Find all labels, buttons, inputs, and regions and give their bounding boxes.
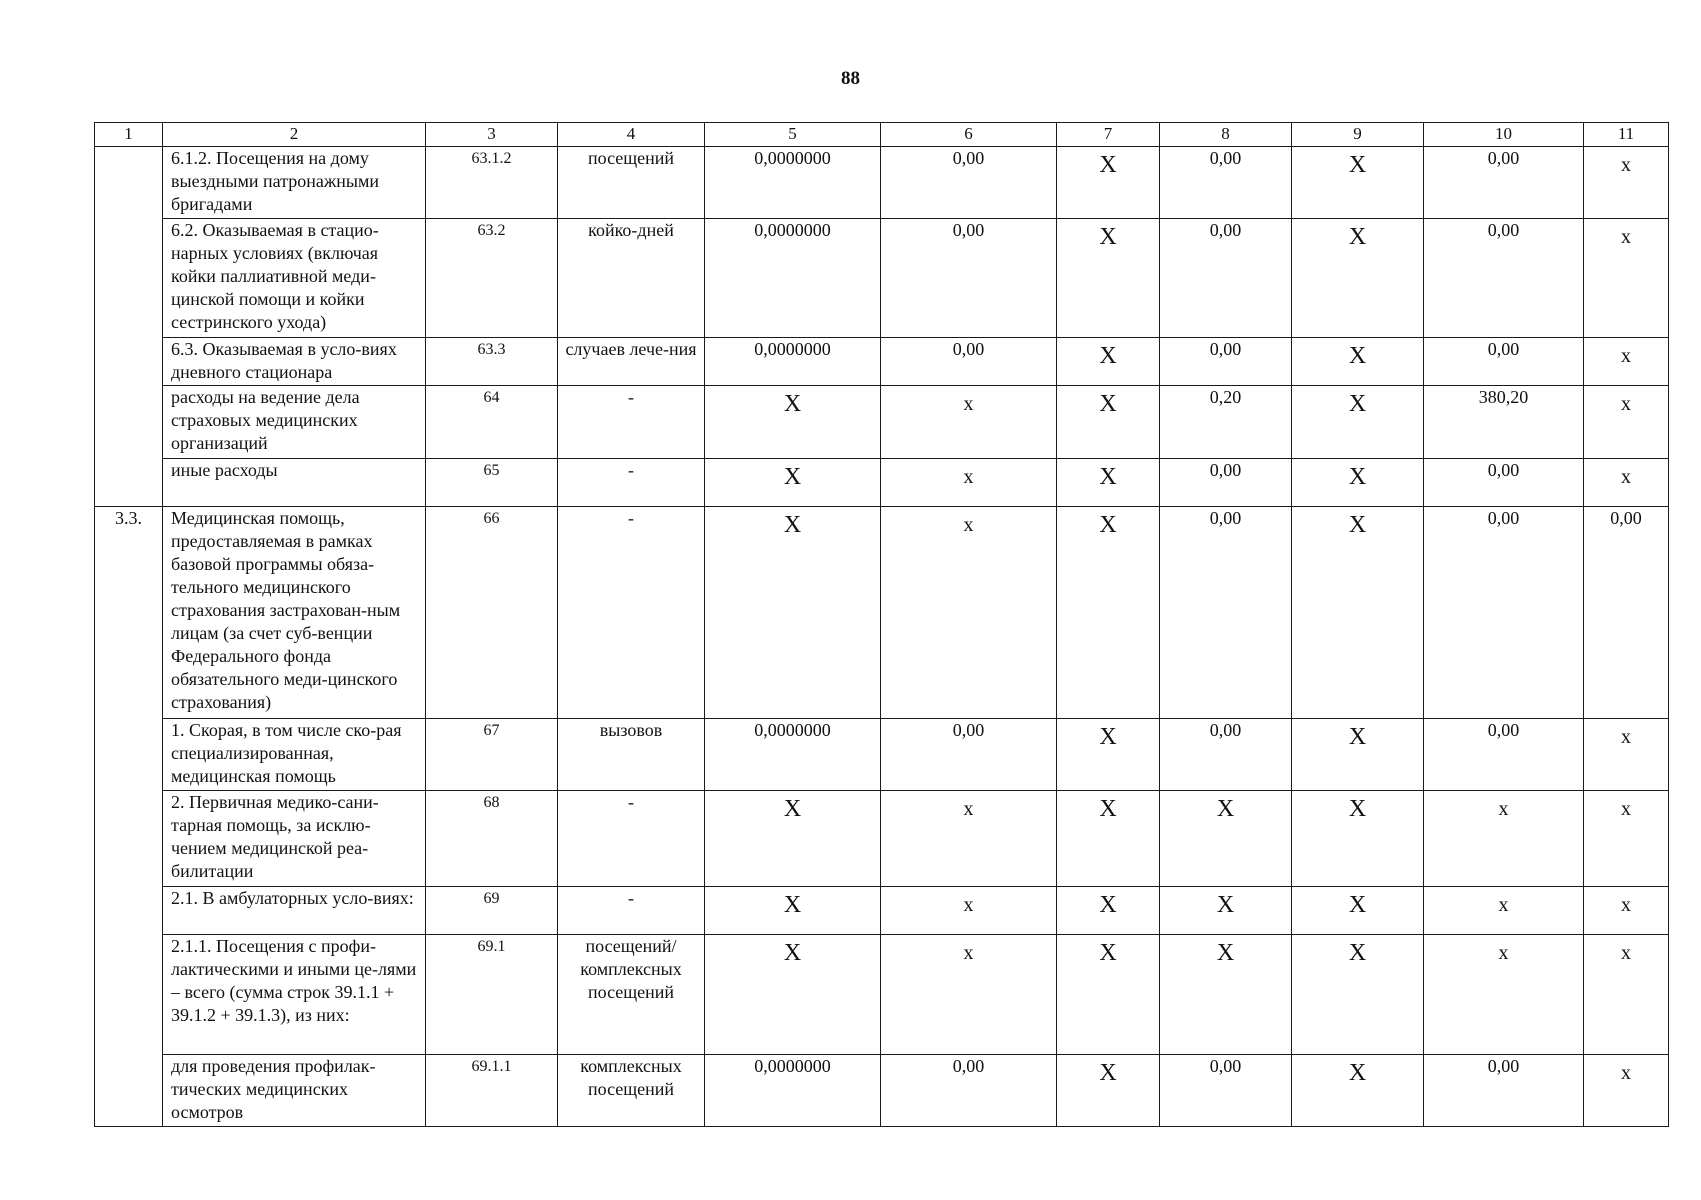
cell-text: 6.2. Оказываемая в стацио-нарных условиях (включая койки паллиативной меди-цинской помощи и койки сестринского ухода) bbox=[171, 220, 379, 332]
cell-text: 0,00 bbox=[1487, 460, 1520, 480]
cell-text: X bbox=[1099, 224, 1117, 250]
cell-text: 63.2 bbox=[477, 222, 506, 239]
cell-text: x bbox=[1498, 894, 1509, 916]
col9-cell bbox=[1292, 719, 1424, 791]
col11-cell bbox=[1584, 935, 1669, 1055]
table-row bbox=[95, 147, 1669, 219]
col11-cell bbox=[1584, 1055, 1669, 1127]
table-row bbox=[95, 219, 1669, 338]
col5-cell bbox=[705, 719, 881, 791]
col6-cell bbox=[881, 219, 1057, 338]
cell-text: X bbox=[1348, 391, 1367, 417]
cell-text: X bbox=[1348, 512, 1367, 538]
cell-text: 66 bbox=[483, 510, 500, 527]
col9-cell bbox=[1292, 386, 1424, 459]
cell-text: вызовов bbox=[599, 720, 663, 740]
cell-text: иные расходы bbox=[171, 460, 278, 480]
col6-cell bbox=[881, 1055, 1057, 1127]
cell-text: X bbox=[1099, 512, 1117, 538]
header-cell: 3 bbox=[426, 123, 558, 147]
cell-text: X bbox=[783, 892, 802, 918]
col11-cell bbox=[1584, 791, 1669, 887]
table-row bbox=[95, 935, 1669, 1055]
col6-cell bbox=[881, 719, 1057, 791]
col5-cell bbox=[705, 338, 881, 386]
cell-text: - bbox=[628, 508, 634, 528]
cell-text: x bbox=[963, 514, 974, 536]
unit-cell bbox=[558, 791, 705, 887]
unit-cell bbox=[558, 386, 705, 459]
cell-text: X bbox=[783, 796, 802, 822]
cell-text: X bbox=[1099, 724, 1117, 750]
cell-text: X bbox=[1099, 391, 1117, 417]
table-row bbox=[95, 386, 1669, 459]
row-name-cell bbox=[163, 219, 426, 338]
header-cell: 11 bbox=[1584, 123, 1669, 147]
row-code-cell bbox=[426, 507, 558, 719]
cell-text: 6.1.2. Посещения на дому выездными патронажными бригадами bbox=[171, 148, 380, 214]
unit-cell bbox=[558, 219, 705, 338]
page-number: 88 bbox=[841, 68, 860, 89]
cell-text: X bbox=[1099, 152, 1117, 178]
header-cell: 1 bbox=[95, 123, 163, 147]
cell-text: x bbox=[1498, 942, 1509, 964]
cell-text: X bbox=[1348, 1060, 1367, 1086]
col5-cell bbox=[705, 1055, 881, 1127]
cell-text: 63.1.2 bbox=[471, 150, 512, 167]
cell-text: 0,0000000 bbox=[754, 148, 831, 168]
cell-text: x bbox=[963, 466, 974, 488]
col6-cell bbox=[881, 147, 1057, 219]
cell-text: 0,00 bbox=[1209, 339, 1242, 359]
cell-text: - bbox=[628, 792, 634, 812]
cell-text: 69 bbox=[483, 890, 500, 907]
cell-text: 68 bbox=[483, 794, 500, 811]
table-row bbox=[95, 507, 1669, 719]
row-code-cell bbox=[426, 935, 558, 1055]
cell-text: 0,00 bbox=[952, 148, 985, 168]
col6-cell bbox=[881, 507, 1057, 719]
row-name-cell bbox=[163, 887, 426, 935]
row-code-cell bbox=[426, 719, 558, 791]
header-cell: 10 bbox=[1424, 123, 1584, 147]
col10-cell bbox=[1424, 507, 1584, 719]
col5-cell bbox=[705, 935, 881, 1055]
cell-text: X bbox=[1099, 940, 1117, 966]
row-name-cell bbox=[163, 935, 426, 1055]
cell-text: x bbox=[1621, 726, 1631, 748]
cell-text: x bbox=[963, 798, 974, 820]
cell-text: x bbox=[1621, 345, 1631, 367]
cell-text: 0,00 bbox=[1487, 220, 1520, 240]
col5-cell bbox=[705, 386, 881, 459]
cell-text: 0,0000000 bbox=[754, 339, 831, 359]
unit-cell bbox=[558, 935, 705, 1055]
header-cell: 2 bbox=[163, 123, 426, 147]
table-row bbox=[95, 887, 1669, 935]
row-code-cell bbox=[426, 791, 558, 887]
col10-cell bbox=[1424, 887, 1584, 935]
cell-text: 0,00 bbox=[1487, 339, 1520, 359]
table-row bbox=[95, 459, 1669, 507]
cell-text: комплексных посещений bbox=[580, 1056, 682, 1099]
col7-cell bbox=[1057, 887, 1160, 935]
row-code-cell bbox=[426, 887, 558, 935]
cell-text: 3.3. bbox=[115, 508, 142, 528]
col9-cell bbox=[1292, 147, 1424, 219]
cell-text: x bbox=[1621, 942, 1631, 964]
col10-cell bbox=[1424, 719, 1584, 791]
cell-text: X bbox=[1216, 940, 1235, 966]
row-name-cell bbox=[163, 507, 426, 719]
col7-cell bbox=[1057, 459, 1160, 507]
row-name-cell bbox=[163, 791, 426, 887]
cell-text: 0,00 bbox=[1209, 220, 1242, 240]
section-cell bbox=[95, 507, 163, 1127]
cell-text: койко-дней bbox=[588, 220, 674, 240]
col8-cell bbox=[1160, 791, 1292, 887]
col11-cell bbox=[1584, 386, 1669, 459]
section-cell bbox=[95, 147, 163, 507]
table-row bbox=[95, 338, 1669, 386]
col9-cell bbox=[1292, 935, 1424, 1055]
cell-text: X bbox=[1348, 892, 1367, 918]
cell-text: X bbox=[1216, 796, 1235, 822]
cell-text: 0,00 bbox=[1487, 508, 1520, 528]
unit-cell bbox=[558, 459, 705, 507]
col8-cell bbox=[1160, 887, 1292, 935]
cell-text: X bbox=[783, 391, 802, 417]
col6-cell bbox=[881, 386, 1057, 459]
cell-text: X bbox=[1099, 1060, 1117, 1086]
cell-text: x bbox=[1621, 226, 1631, 248]
col7-cell bbox=[1057, 219, 1160, 338]
cell-text: 6.3. Оказываемая в усло-виях дневного стационара bbox=[171, 339, 397, 382]
cell-text: 63.3 bbox=[477, 341, 506, 358]
cell-text: Медицинская помощь, предоставляемая в рамках базовой программы обяза-тельного медицинского страхования застрахован-ным лицам (за счет суб-венции Федерального фонда обязательного меди-цинского страхования) bbox=[171, 508, 401, 712]
cell-text: x bbox=[1621, 466, 1631, 488]
header-cell: 4 bbox=[558, 123, 705, 147]
row-name-cell bbox=[163, 386, 426, 459]
header-cell: 8 bbox=[1160, 123, 1292, 147]
cell-text: X bbox=[1099, 892, 1117, 918]
cell-text: X bbox=[1348, 724, 1367, 750]
row-name-cell bbox=[163, 147, 426, 219]
cell-text: x bbox=[1621, 1062, 1631, 1084]
cell-text: 0,00 bbox=[1209, 720, 1242, 740]
cell-text: 0,0000000 bbox=[754, 220, 831, 240]
col11-cell bbox=[1584, 338, 1669, 386]
cell-text: X bbox=[1099, 464, 1117, 490]
cell-text: 67 bbox=[483, 722, 500, 739]
col7-cell bbox=[1057, 147, 1160, 219]
cell-text: x bbox=[963, 894, 974, 916]
cell-text: X bbox=[1348, 224, 1367, 250]
cell-text: x bbox=[1621, 894, 1631, 916]
col9-cell bbox=[1292, 338, 1424, 386]
row-code-cell bbox=[426, 338, 558, 386]
col8-cell bbox=[1160, 147, 1292, 219]
col10-cell bbox=[1424, 338, 1584, 386]
row-name-cell bbox=[163, 719, 426, 791]
unit-cell bbox=[558, 1055, 705, 1127]
unit-cell bbox=[558, 507, 705, 719]
col8-cell bbox=[1160, 386, 1292, 459]
cell-text: x bbox=[1621, 798, 1631, 820]
row-name-cell bbox=[163, 459, 426, 507]
row-code-cell bbox=[426, 1055, 558, 1127]
cell-text: 0,00 bbox=[1487, 148, 1520, 168]
header-cell: 7 bbox=[1057, 123, 1160, 147]
row-code-cell bbox=[426, 219, 558, 338]
cell-text: расходы на ведение дела страховых медицинских организаций bbox=[171, 387, 360, 453]
cell-text: 0,20 bbox=[1209, 387, 1242, 407]
cell-text: 380,20 bbox=[1478, 387, 1529, 407]
cell-text: 0,00 bbox=[952, 220, 985, 240]
col7-cell bbox=[1057, 507, 1160, 719]
cell-text: 0,00 bbox=[1610, 508, 1642, 528]
col8-cell bbox=[1160, 935, 1292, 1055]
col9-cell bbox=[1292, 507, 1424, 719]
col7-cell bbox=[1057, 386, 1160, 459]
unit-cell bbox=[558, 719, 705, 791]
cell-text: 0,00 bbox=[952, 720, 985, 740]
data-table bbox=[94, 122, 1669, 1127]
col8-cell bbox=[1160, 719, 1292, 791]
col6-cell bbox=[881, 459, 1057, 507]
col10-cell bbox=[1424, 219, 1584, 338]
col9-cell bbox=[1292, 887, 1424, 935]
cell-text: 0,00 bbox=[952, 1056, 985, 1076]
cell-text: 0,00 bbox=[1209, 508, 1242, 528]
row-code-cell bbox=[426, 147, 558, 219]
cell-text: x bbox=[1621, 393, 1631, 415]
row-code-cell bbox=[426, 459, 558, 507]
col6-cell bbox=[881, 338, 1057, 386]
col5-cell bbox=[705, 507, 881, 719]
cell-text: X bbox=[1348, 152, 1367, 178]
col8-cell bbox=[1160, 459, 1292, 507]
table-row bbox=[95, 791, 1669, 887]
col7-cell bbox=[1057, 935, 1160, 1055]
col11-cell bbox=[1584, 147, 1669, 219]
row-name-cell bbox=[163, 1055, 426, 1127]
col9-cell bbox=[1292, 1055, 1424, 1127]
cell-text: - bbox=[628, 888, 634, 908]
cell-text: 0,00 bbox=[1209, 460, 1242, 480]
col10-cell bbox=[1424, 147, 1584, 219]
col9-cell bbox=[1292, 219, 1424, 338]
cell-text: 0,0000000 bbox=[754, 720, 831, 740]
cell-text: случаев лече-ния bbox=[565, 339, 697, 359]
cell-text: 64 bbox=[483, 389, 500, 406]
cell-text: посещений bbox=[587, 148, 675, 168]
col8-cell bbox=[1160, 338, 1292, 386]
cell-text: X bbox=[1348, 464, 1367, 490]
cell-text: 0,00 bbox=[1209, 148, 1242, 168]
cell-text: X bbox=[1348, 343, 1367, 369]
cell-text: X bbox=[783, 940, 802, 966]
unit-cell bbox=[558, 887, 705, 935]
cell-text: x bbox=[963, 393, 974, 415]
unit-cell bbox=[558, 147, 705, 219]
header-cell: 9 bbox=[1292, 123, 1424, 147]
cell-text: 2.1. В амбулаторных усло-виях: bbox=[171, 888, 414, 908]
cell-text: x bbox=[1621, 154, 1631, 176]
cell-text: X bbox=[1099, 343, 1117, 369]
cell-text: 69.1 bbox=[477, 938, 506, 955]
cell-text: 1. Скорая, в том числе ско-рая специализированная, медицинская помощь bbox=[171, 720, 402, 786]
col5-cell bbox=[705, 791, 881, 887]
col11-cell bbox=[1584, 887, 1669, 935]
col8-cell bbox=[1160, 219, 1292, 338]
cell-text: - bbox=[628, 460, 634, 480]
cell-text: для проведения профилак-тических медицинских осмотров bbox=[171, 1056, 376, 1122]
table-row bbox=[95, 719, 1669, 791]
cell-text: X bbox=[783, 512, 802, 538]
col5-cell bbox=[705, 147, 881, 219]
col10-cell bbox=[1424, 459, 1584, 507]
col6-cell bbox=[881, 791, 1057, 887]
cell-text: 2. Первичная медико-сани-тарная помощь, за исклю-чением медицинской реа-билитации bbox=[171, 792, 379, 881]
table-body bbox=[95, 123, 1669, 1127]
col8-cell bbox=[1160, 507, 1292, 719]
col10-cell bbox=[1424, 935, 1584, 1055]
header-row bbox=[95, 123, 1669, 147]
cell-text: 0,00 bbox=[1487, 1056, 1520, 1076]
cell-text: 0,0000000 bbox=[754, 1056, 831, 1076]
header-cell: 5 bbox=[705, 123, 881, 147]
cell-text: - bbox=[628, 387, 634, 407]
cell-text: 65 bbox=[483, 462, 500, 479]
cell-text: X bbox=[1348, 796, 1367, 822]
row-name-cell bbox=[163, 338, 426, 386]
cell-text: X bbox=[1216, 892, 1235, 918]
col7-cell bbox=[1057, 338, 1160, 386]
col7-cell bbox=[1057, 719, 1160, 791]
col11-cell bbox=[1584, 507, 1669, 719]
cell-text: 69.1.1 bbox=[471, 1058, 512, 1075]
col10-cell bbox=[1424, 1055, 1584, 1127]
cell-text: x bbox=[963, 942, 974, 964]
col11-cell bbox=[1584, 219, 1669, 338]
col9-cell bbox=[1292, 791, 1424, 887]
col7-cell bbox=[1057, 791, 1160, 887]
col11-cell bbox=[1584, 719, 1669, 791]
col10-cell bbox=[1424, 386, 1584, 459]
col5-cell bbox=[705, 459, 881, 507]
cell-text: посещений/ комплексных посещений bbox=[580, 936, 682, 1002]
col6-cell bbox=[881, 935, 1057, 1055]
header-cell: 6 bbox=[881, 123, 1057, 147]
cell-text: X bbox=[1348, 940, 1367, 966]
col5-cell bbox=[705, 887, 881, 935]
cell-text: 2.1.1. Посещения с профи-лактическими и иными це-лями – всего (сумма строк 39.1.1 + 39.1.2 + 39.1.3), из них: bbox=[171, 936, 417, 1025]
cell-text: 0,00 bbox=[1487, 720, 1520, 740]
cell-text: X bbox=[783, 464, 802, 490]
unit-cell bbox=[558, 338, 705, 386]
cell-text: 0,00 bbox=[1209, 1056, 1242, 1076]
cell-text: x bbox=[1498, 798, 1509, 820]
col9-cell bbox=[1292, 459, 1424, 507]
table-row bbox=[95, 1055, 1669, 1127]
col10-cell bbox=[1424, 791, 1584, 887]
row-code-cell bbox=[426, 386, 558, 459]
col7-cell bbox=[1057, 1055, 1160, 1127]
cell-text: X bbox=[1099, 796, 1117, 822]
col5-cell bbox=[705, 219, 881, 338]
col8-cell bbox=[1160, 1055, 1292, 1127]
cell-text: 0,00 bbox=[952, 339, 985, 359]
col11-cell bbox=[1584, 459, 1669, 507]
col6-cell bbox=[881, 887, 1057, 935]
